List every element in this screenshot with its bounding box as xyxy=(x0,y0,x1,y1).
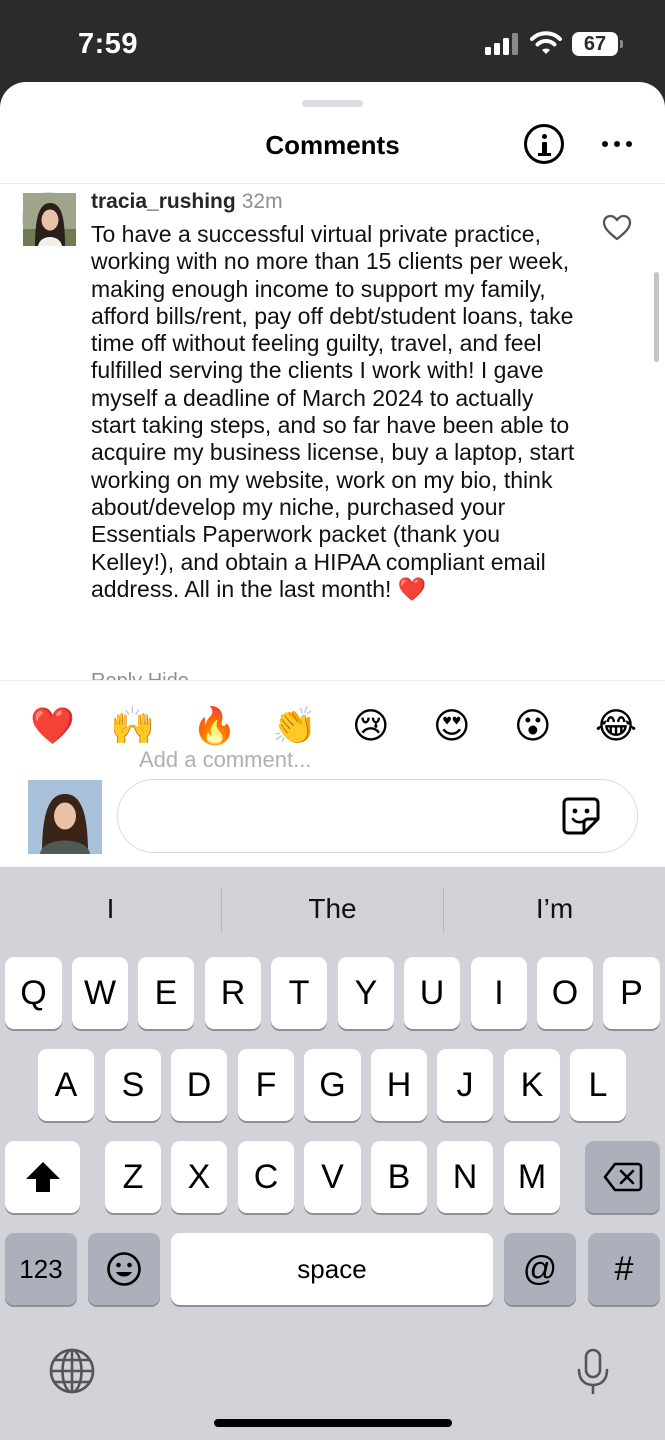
emoji-surprised[interactable]: 😮 xyxy=(514,706,552,747)
key-s[interactable]: S xyxy=(105,1049,161,1121)
numbers-key[interactable]: 123 xyxy=(5,1233,77,1305)
key-u[interactable]: U xyxy=(404,957,460,1029)
delete-key[interactable] xyxy=(585,1141,660,1213)
commenter-avatar[interactable] xyxy=(22,192,75,245)
emoji-heart[interactable]: ❤️ xyxy=(30,706,75,747)
key-h[interactable]: H xyxy=(371,1049,427,1121)
key-l[interactable]: L xyxy=(570,1049,626,1121)
hash-key[interactable]: # xyxy=(588,1233,660,1305)
battery-tip xyxy=(620,40,623,48)
key-i[interactable]: I xyxy=(471,957,527,1029)
key-d[interactable]: D xyxy=(171,1049,227,1121)
comment-timestamp: 32m xyxy=(241,190,283,213)
emoji-keyboard-key[interactable] xyxy=(88,1233,160,1305)
comment-placeholder: Add a comment... xyxy=(139,747,312,772)
prediction-3[interactable]: I’m xyxy=(535,893,574,924)
space-key[interactable]: space xyxy=(171,1233,493,1305)
sticker-icon[interactable] xyxy=(560,795,602,837)
key-v[interactable]: V xyxy=(304,1141,361,1213)
prediction-2[interactable]: The xyxy=(308,893,357,924)
wifi-icon xyxy=(530,30,562,56)
key-p[interactable]: P xyxy=(603,957,660,1029)
key-e[interactable]: E xyxy=(138,957,194,1029)
more-options-icon[interactable] xyxy=(600,138,634,148)
sheet-grabber[interactable] xyxy=(302,100,363,107)
cellular-signal-icon xyxy=(485,33,521,55)
emoji-fire[interactable]: 🔥 xyxy=(192,706,237,747)
reply-hide-links[interactable] xyxy=(91,670,189,680)
key-n[interactable]: N xyxy=(437,1141,493,1213)
quick-emoji-row xyxy=(0,681,665,771)
info-icon[interactable] xyxy=(524,124,564,164)
emoji-raised-hands[interactable]: 🙌 xyxy=(110,706,155,747)
shift-key[interactable] xyxy=(5,1141,80,1213)
key-j[interactable]: J xyxy=(437,1049,493,1121)
key-q[interactable]: Q xyxy=(5,957,62,1029)
like-heart-icon[interactable] xyxy=(602,214,632,242)
key-c[interactable]: C xyxy=(238,1141,294,1213)
emoji-crying[interactable]: 😢 xyxy=(352,706,390,747)
status-bar xyxy=(0,0,665,82)
prediction-1[interactable]: I xyxy=(106,893,115,924)
key-f[interactable]: F xyxy=(238,1049,294,1121)
key-r[interactable]: R xyxy=(205,957,261,1029)
globe-icon[interactable] xyxy=(48,1347,96,1395)
battery-indicator: 67 xyxy=(572,32,618,56)
key-y[interactable]: Y xyxy=(338,957,394,1029)
emoji-laughing[interactable]: 😂 xyxy=(595,706,638,747)
emoji-clapping[interactable]: 👏 xyxy=(272,706,317,747)
key-o[interactable]: O xyxy=(537,957,593,1029)
comment-header xyxy=(91,190,283,214)
backspace-icon xyxy=(603,1162,643,1192)
key-x[interactable]: X xyxy=(171,1141,227,1213)
shift-arrow-icon xyxy=(23,1159,63,1195)
key-g[interactable]: G xyxy=(304,1049,361,1121)
key-b[interactable]: B xyxy=(371,1141,427,1213)
key-t[interactable]: T xyxy=(271,957,327,1029)
scrollbar[interactable] xyxy=(654,272,659,362)
comment-username[interactable]: tracia_rushing xyxy=(91,190,236,213)
keyboard xyxy=(0,867,665,1440)
smiley-icon xyxy=(106,1251,142,1287)
at-key[interactable]: @ xyxy=(504,1233,576,1305)
sheet-title: Comments xyxy=(265,130,400,160)
key-w[interactable]: W xyxy=(72,957,128,1029)
header-divider xyxy=(0,183,665,184)
key-m[interactable]: M xyxy=(504,1141,560,1213)
key-a[interactable]: A xyxy=(38,1049,94,1121)
key-z[interactable]: Z xyxy=(105,1141,161,1213)
microphone-icon[interactable] xyxy=(569,1347,617,1395)
key-k[interactable]: K xyxy=(504,1049,560,1121)
status-time: 7:59 xyxy=(78,28,139,60)
emoji-heart-eyes[interactable]: 😍 xyxy=(433,706,471,747)
home-indicator xyxy=(214,1419,452,1427)
user-avatar xyxy=(28,780,102,854)
comment-text: To have a successful virtual private practice, working with no more than 15 clients per week, making enough income to support my family, afford bills/rent, pay off debt/student loans, take time off without feeling guilty, travel, and feel fulfilled serving the clients I work with! I gave myself a deadline of March 2024 to actually start taking steps, and so far have been able to acquire my business license, buy a laptop, start working on my website, work on my bio, think about/develop my niche, purchased your Essentials Paperwork packet (thank you Kelley!), and obtain a HIPAA compliant email address. All in the last month! ❤️ xyxy=(91,221,575,602)
